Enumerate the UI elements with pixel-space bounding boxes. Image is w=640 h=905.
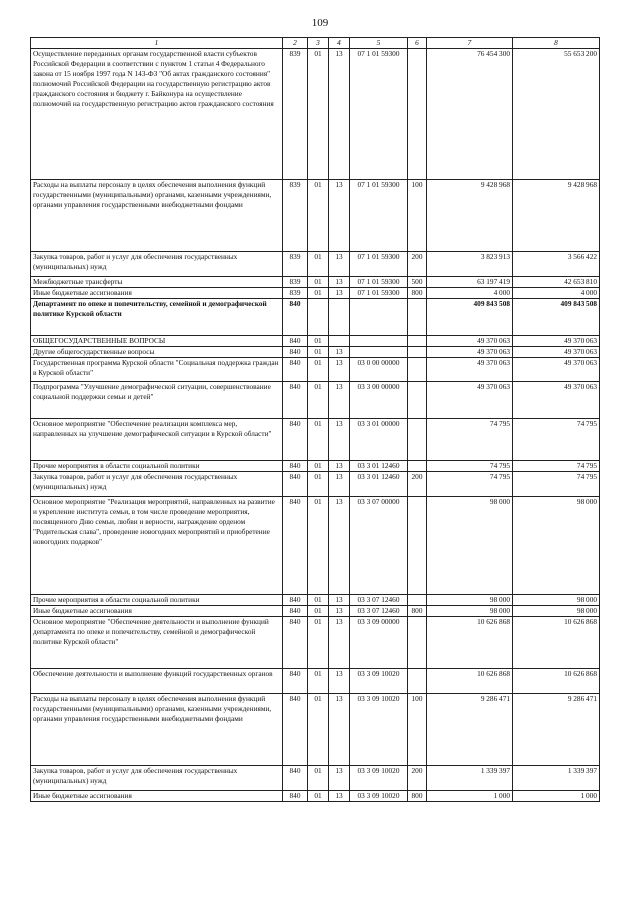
row-amount-2: 98 000 bbox=[513, 606, 600, 617]
row-vr-code: 500 bbox=[408, 277, 427, 288]
row-rz-code: 01 bbox=[308, 252, 329, 277]
row-csr-code: 03 3 07 12460 bbox=[350, 595, 408, 606]
table-row bbox=[31, 606, 600, 617]
row-gr-code: 840 bbox=[283, 336, 308, 347]
row-pr-code: 13 bbox=[329, 694, 350, 766]
row-rz-code: 01 bbox=[308, 382, 329, 419]
row-vr-code bbox=[408, 419, 427, 461]
row-amount-2: 4 000 bbox=[513, 288, 600, 299]
col-header-gr: 2 bbox=[283, 38, 308, 49]
row-amount-1: 1 000 bbox=[427, 791, 513, 802]
row-csr-code: 07 1 01 59300 bbox=[350, 49, 408, 180]
row-gr-code: 839 bbox=[283, 277, 308, 288]
col-header-amount-1: 7 bbox=[427, 38, 513, 49]
row-amount-1: 10 626 868 bbox=[427, 617, 513, 669]
row-amount-1: 1 339 397 bbox=[427, 766, 513, 791]
table-row bbox=[31, 277, 600, 288]
row-amount-1: 76 454 300 bbox=[427, 49, 513, 180]
row-pr-code: 13 bbox=[329, 288, 350, 299]
row-pr-code: 13 bbox=[329, 766, 350, 791]
row-amount-2: 9 286 471 bbox=[513, 694, 600, 766]
row-csr-code bbox=[350, 347, 408, 358]
row-pr-code: 13 bbox=[329, 419, 350, 461]
col-header-pr: 4 bbox=[329, 38, 350, 49]
row-vr-code bbox=[408, 382, 427, 419]
row-amount-1: 9 286 471 bbox=[427, 694, 513, 766]
row-pr-code: 13 bbox=[329, 606, 350, 617]
row-name: Обеспечение деятельности и выполнение функций государственных органов bbox=[31, 669, 283, 694]
row-vr-code: 100 bbox=[408, 694, 427, 766]
row-gr-code: 839 bbox=[283, 288, 308, 299]
row-gr-code: 840 bbox=[283, 791, 308, 802]
row-name: ОБЩЕГОСУДАРСТВЕННЫЕ ВОПРОСЫ bbox=[31, 336, 283, 347]
row-vr-code bbox=[408, 461, 427, 472]
row-gr-code: 839 bbox=[283, 252, 308, 277]
table-row bbox=[31, 382, 600, 419]
row-csr-code bbox=[350, 299, 408, 336]
row-name: Расходы на выплаты персоналу в целях обеспечения выполнения функций государственными (муниципальными) органами, казенными учреждениями, органами управления государственными внебюджетными фондами bbox=[31, 694, 283, 766]
page-number: 109 bbox=[311, 17, 329, 29]
row-name: Иные бюджетные ассигнования bbox=[31, 288, 283, 299]
row-amount-1: 74 795 bbox=[427, 419, 513, 461]
row-rz-code: 01 bbox=[308, 358, 329, 382]
row-vr-code: 200 bbox=[408, 252, 427, 277]
table-row bbox=[31, 252, 600, 277]
row-amount-2: 409 843 508 bbox=[513, 299, 600, 336]
row-name: Иные бюджетные ассигнования bbox=[31, 606, 283, 617]
row-gr-code: 840 bbox=[283, 347, 308, 358]
row-rz-code: 01 bbox=[308, 791, 329, 802]
row-csr-code: 07 1 01 59300 bbox=[350, 277, 408, 288]
row-pr-code: 13 bbox=[329, 791, 350, 802]
row-vr-code bbox=[408, 49, 427, 180]
row-pr-code: 13 bbox=[329, 669, 350, 694]
table-row bbox=[31, 49, 600, 180]
row-amount-1: 10 626 868 bbox=[427, 669, 513, 694]
row-gr-code: 840 bbox=[283, 617, 308, 669]
row-csr-code: 07 1 01 59300 bbox=[350, 288, 408, 299]
row-amount-2: 98 000 bbox=[513, 497, 600, 595]
row-vr-code bbox=[408, 595, 427, 606]
budget-table bbox=[30, 37, 600, 802]
row-csr-code: 03 3 07 12460 bbox=[350, 606, 408, 617]
row-amount-2: 74 795 bbox=[513, 419, 600, 461]
row-vr-code bbox=[408, 336, 427, 347]
row-csr-code: 03 0 00 00000 bbox=[350, 358, 408, 382]
row-rz-code bbox=[308, 299, 329, 336]
row-vr-code: 800 bbox=[408, 288, 427, 299]
col-header-amount-2: 8 bbox=[513, 38, 600, 49]
row-name: Основное мероприятие "Реализация мероприятий, направленных на развитие и укрепление института семьи, в том числе проведение мероприятия, посвященного Дню семьи, любви и верности, награждение орденом "Родительская слава", проведение новогодних мероприятий и приобретение новогодних подарков" bbox=[31, 497, 283, 595]
row-pr-code: 13 bbox=[329, 472, 350, 497]
col-header-name: 1 bbox=[31, 38, 283, 49]
table-row bbox=[31, 299, 600, 336]
row-vr-code bbox=[408, 358, 427, 382]
row-rz-code: 01 bbox=[308, 461, 329, 472]
row-amount-1: 49 370 063 bbox=[427, 336, 513, 347]
row-csr-code: 03 3 09 10020 bbox=[350, 766, 408, 791]
row-amount-1: 4 000 bbox=[427, 288, 513, 299]
table-row bbox=[31, 669, 600, 694]
row-vr-code bbox=[408, 299, 427, 336]
table-row bbox=[31, 791, 600, 802]
row-amount-2: 74 795 bbox=[513, 472, 600, 497]
row-csr-code: 03 3 09 00000 bbox=[350, 617, 408, 669]
row-name: Прочие мероприятия в области социальной политики bbox=[31, 461, 283, 472]
row-gr-code: 840 bbox=[283, 694, 308, 766]
col-header-csr: 5 bbox=[350, 38, 408, 49]
row-pr-code: 13 bbox=[329, 358, 350, 382]
row-pr-code: 13 bbox=[329, 49, 350, 180]
row-amount-2: 49 370 063 bbox=[513, 336, 600, 347]
row-name: Межбюджетные трансферты bbox=[31, 277, 283, 288]
row-amount-2: 74 795 bbox=[513, 461, 600, 472]
row-rz-code: 01 bbox=[308, 617, 329, 669]
row-amount-1: 63 197 419 bbox=[427, 277, 513, 288]
row-pr-code: 13 bbox=[329, 252, 350, 277]
row-csr-code: 03 3 09 10020 bbox=[350, 669, 408, 694]
row-amount-1: 74 795 bbox=[427, 472, 513, 497]
row-csr-code: 03 3 01 00000 bbox=[350, 419, 408, 461]
row-rz-code: 01 bbox=[308, 606, 329, 617]
row-name: Прочие мероприятия в области социальной политики bbox=[31, 595, 283, 606]
row-amount-1: 98 000 bbox=[427, 595, 513, 606]
row-gr-code: 840 bbox=[283, 472, 308, 497]
row-amount-1: 49 370 063 bbox=[427, 382, 513, 419]
row-rz-code: 01 bbox=[308, 180, 329, 252]
row-gr-code: 840 bbox=[283, 497, 308, 595]
row-amount-2: 49 370 063 bbox=[513, 382, 600, 419]
row-csr-code: 03 3 01 12460 bbox=[350, 472, 408, 497]
row-csr-code: 03 3 09 10020 bbox=[350, 791, 408, 802]
header-row bbox=[31, 38, 600, 49]
row-amount-2: 55 653 200 bbox=[513, 49, 600, 180]
row-amount-2: 42 653 810 bbox=[513, 277, 600, 288]
row-rz-code: 01 bbox=[308, 669, 329, 694]
row-rz-code: 01 bbox=[308, 694, 329, 766]
row-gr-code: 840 bbox=[283, 358, 308, 382]
row-amount-1: 49 370 063 bbox=[427, 347, 513, 358]
row-pr-code: 13 bbox=[329, 180, 350, 252]
table-row bbox=[31, 595, 600, 606]
row-gr-code: 840 bbox=[283, 382, 308, 419]
row-name: Департамент по опеке и попечительству, семейной и демографической политике Курской области bbox=[31, 299, 283, 336]
row-amount-1: 9 428 968 bbox=[427, 180, 513, 252]
row-rz-code: 01 bbox=[308, 472, 329, 497]
table-row bbox=[31, 617, 600, 669]
row-csr-code: 03 3 00 00000 bbox=[350, 382, 408, 419]
row-amount-2: 49 370 063 bbox=[513, 358, 600, 382]
row-rz-code: 01 bbox=[308, 277, 329, 288]
row-csr-code: 03 3 01 12460 bbox=[350, 461, 408, 472]
row-vr-code bbox=[408, 669, 427, 694]
row-rz-code: 01 bbox=[308, 766, 329, 791]
row-csr-code: 03 3 09 10020 bbox=[350, 694, 408, 766]
row-csr-code: 07 1 01 59300 bbox=[350, 252, 408, 277]
row-name: Основное мероприятие "Обеспечение реализации комплекса мер, направленных на улучшение демографической ситуации в Курской области" bbox=[31, 419, 283, 461]
row-pr-code bbox=[329, 299, 350, 336]
row-gr-code: 840 bbox=[283, 419, 308, 461]
row-amount-1: 98 000 bbox=[427, 497, 513, 595]
row-name: Закупка товаров, работ и услуг для обеспечения государственных (муниципальных) нужд bbox=[31, 766, 283, 791]
row-rz-code: 01 bbox=[308, 595, 329, 606]
row-amount-1: 49 370 063 bbox=[427, 358, 513, 382]
table-row bbox=[31, 347, 600, 358]
row-vr-code bbox=[408, 497, 427, 595]
row-amount-2: 49 370 063 bbox=[513, 347, 600, 358]
row-pr-code: 13 bbox=[329, 277, 350, 288]
table-row bbox=[31, 766, 600, 791]
table-row bbox=[31, 358, 600, 382]
table-row bbox=[31, 180, 600, 252]
row-amount-1: 98 000 bbox=[427, 606, 513, 617]
row-amount-2: 10 626 868 bbox=[513, 669, 600, 694]
table-row bbox=[31, 419, 600, 461]
table-row bbox=[31, 497, 600, 595]
row-rz-code: 01 bbox=[308, 336, 329, 347]
row-pr-code bbox=[329, 336, 350, 347]
row-vr-code: 200 bbox=[408, 472, 427, 497]
row-amount-1: 409 843 508 bbox=[427, 299, 513, 336]
row-amount-2: 9 428 968 bbox=[513, 180, 600, 252]
row-pr-code: 13 bbox=[329, 617, 350, 669]
row-rz-code: 01 bbox=[308, 49, 329, 180]
row-csr-code bbox=[350, 336, 408, 347]
row-amount-2: 1 000 bbox=[513, 791, 600, 802]
row-pr-code: 13 bbox=[329, 595, 350, 606]
row-rz-code: 01 bbox=[308, 288, 329, 299]
row-rz-code: 01 bbox=[308, 497, 329, 595]
row-name: Другие общегосударственные вопросы bbox=[31, 347, 283, 358]
row-name: Осуществление переданных органам государственной власти субъектов Российской Федерации в соответствии с пунктом 1 статьи 4 Федерального закона от 15 ноября 1997 года N 143-ФЗ "Об актах гражданского состояния" полномочий Российской Федерации на государственную регистрацию актов гражданского состояния и бюджету г. Байконура на осуществление полномочий на государственную регистрацию актов гражданского состояния bbox=[31, 49, 283, 180]
row-name: Подпрограмма "Улучшение демографической ситуации, совершенствование социальной поддержки семьи и детей" bbox=[31, 382, 283, 419]
col-header-rz: 3 bbox=[308, 38, 329, 49]
row-vr-code: 800 bbox=[408, 606, 427, 617]
row-amount-2: 1 339 397 bbox=[513, 766, 600, 791]
row-pr-code: 13 bbox=[329, 347, 350, 358]
row-vr-code: 100 bbox=[408, 180, 427, 252]
table-row bbox=[31, 336, 600, 347]
row-name: Закупка товаров, работ и услуг для обеспечения государственных (муниципальных) нужд bbox=[31, 472, 283, 497]
row-gr-code: 839 bbox=[283, 49, 308, 180]
row-rz-code: 01 bbox=[308, 419, 329, 461]
row-name: Государственная программа Курской области "Социальная поддержка граждан в Курской области" bbox=[31, 358, 283, 382]
row-pr-code: 13 bbox=[329, 382, 350, 419]
row-vr-code bbox=[408, 347, 427, 358]
table-row bbox=[31, 288, 600, 299]
row-amount-2: 10 626 868 bbox=[513, 617, 600, 669]
row-gr-code: 840 bbox=[283, 766, 308, 791]
row-rz-code: 01 bbox=[308, 347, 329, 358]
row-name: Расходы на выплаты персоналу в целях обеспечения выполнения функций государственными (муниципальными) органами, казенными учреждениями, органами управления государственными внебюджетными фондами bbox=[31, 180, 283, 252]
row-gr-code: 839 bbox=[283, 180, 308, 252]
row-gr-code: 840 bbox=[283, 461, 308, 472]
row-name: Основное мероприятие "Обеспечение деятельности и выполнение функций департамента по опеке и попечительству, семейной и демографической политике Курской области" bbox=[31, 617, 283, 669]
row-name: Закупка товаров, работ и услуг для обеспечения государственных (муниципальных) нужд bbox=[31, 252, 283, 277]
col-header-vr: 6 bbox=[408, 38, 427, 49]
row-name: Иные бюджетные ассигнования bbox=[31, 791, 283, 802]
row-gr-code: 840 bbox=[283, 595, 308, 606]
row-vr-code: 200 bbox=[408, 766, 427, 791]
row-gr-code: 840 bbox=[283, 299, 308, 336]
row-csr-code: 03 3 07 00000 bbox=[350, 497, 408, 595]
row-amount-2: 98 000 bbox=[513, 595, 600, 606]
row-amount-1: 74 795 bbox=[427, 461, 513, 472]
row-pr-code: 13 bbox=[329, 461, 350, 472]
row-pr-code: 13 bbox=[329, 497, 350, 595]
row-csr-code: 07 1 01 59300 bbox=[350, 180, 408, 252]
row-gr-code: 840 bbox=[283, 669, 308, 694]
row-amount-2: 3 566 422 bbox=[513, 252, 600, 277]
row-amount-1: 3 823 913 bbox=[427, 252, 513, 277]
row-vr-code: 800 bbox=[408, 791, 427, 802]
row-vr-code bbox=[408, 617, 427, 669]
table-row bbox=[31, 472, 600, 497]
table-row bbox=[31, 694, 600, 766]
row-gr-code: 840 bbox=[283, 606, 308, 617]
table-row bbox=[31, 461, 600, 472]
